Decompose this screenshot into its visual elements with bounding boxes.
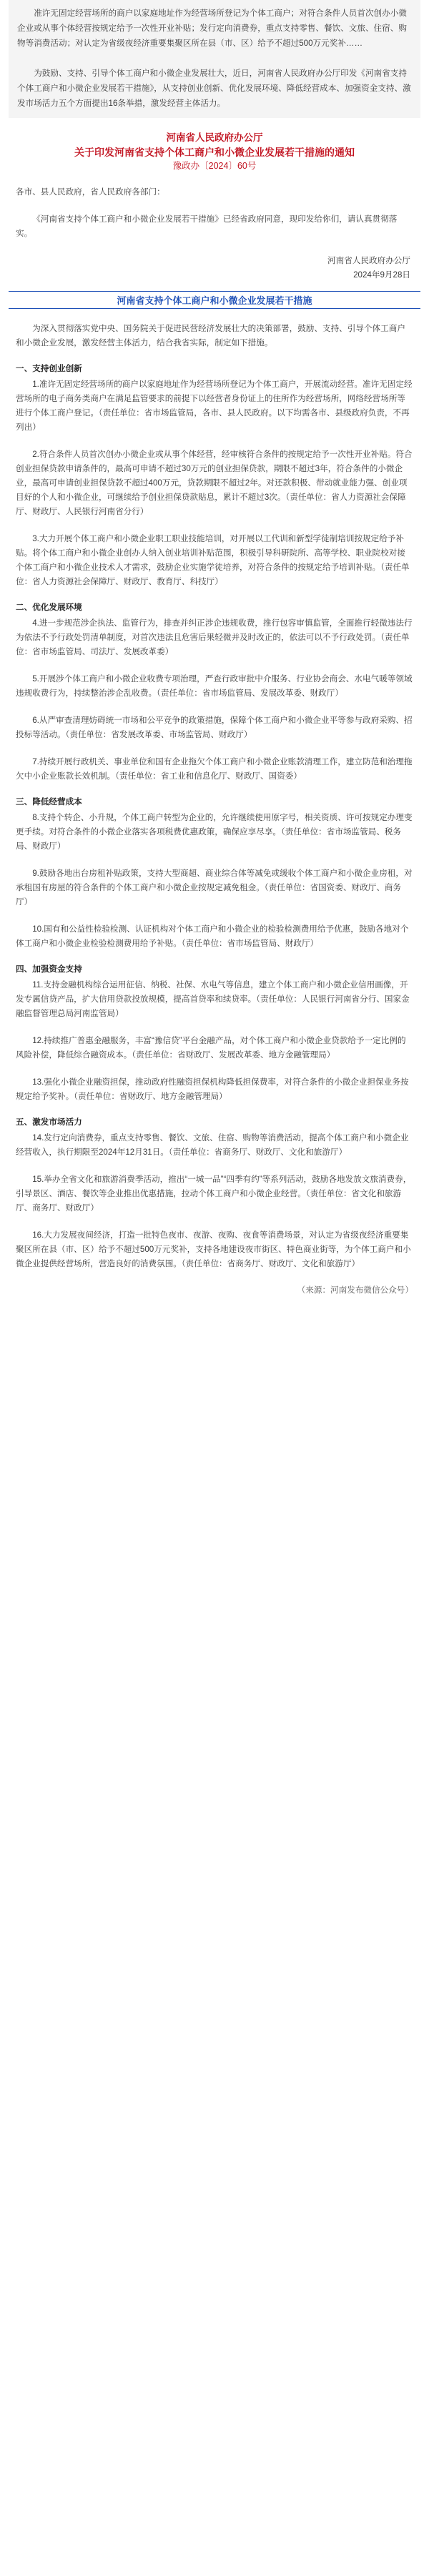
measure-item: 15.举办全省文化和旅游消费季活动，推出“一城一品”“四季有约”等系列活动，鼓励各地发放文旅消费券，引导景区、酒店、餐饮等企业推出优惠措施，拉动个体工商户和小微企业经营。（责任单位：省文化和旅游厅、商务厅、财政厅）	[16, 1175, 412, 1213]
measure-item: 6.从严审查清理妨碍统一市场和公平竞争的政策措施，保障个体工商户和小微企业平等参与政府采购、招投标等活动。（责任单位：省发展改革委、市场监管局、财政厅）	[16, 716, 413, 739]
issuer-title: 河南省人民政府办公厅	[166, 132, 263, 143]
summary-paragraph: 准许无固定经营场所的商户以家庭地址作为经营场所登记为个体工商户；对符合条件人员首次创办小微企业或从事个体经营按规定给予一次性开业补贴；发行定向消费券，重点支持零售、餐饮、文旅、住宿、购物等消费活动；对认定为省级夜经济重要集聚区所在县（市、区）给予不超过500万元奖补……	[17, 9, 407, 48]
document-header	[0, 131, 429, 172]
document-title: 关于印发河南省支持个体工商户和小微企业发展若干措施的通知	[74, 147, 355, 158]
measure-item: 16.大力发展夜间经济，打造一批特色夜市、夜游、夜购、夜食等消费场景，对认定为省级夜经济重要集聚区所在县（市、区）给予不超过500万元奖补，支持各地建设夜市街区、特色商业街等，为个体工商户和小微企业提供经营场所，营造良好的消费氛围。（责任单位：省商务厅、财政厅、文化和旅游厅）	[16, 1230, 411, 1268]
section-title: 一、支持创业创新	[16, 364, 82, 373]
measure-item: 12.持续推广普惠金融服务，丰富“豫信贷”平台金融产品，对个体工商户和小微企业贷款给予一定比例的风险补偿，降低综合融资成本。（责任单位：省财政厅、发展改革委、地方金融管理局）	[16, 1036, 406, 1060]
measure-item: 10.国有和公益性检验检测、认证机构对个体工商户和小微企业的检验检测费用给予优惠，鼓励各地对个体工商户和小微企业检验检测费用给予补贴。（责任单位：省市场监管局、财政厅）	[16, 924, 409, 948]
section-5	[16, 1115, 413, 1271]
measure-item: 2.符合条件人员首次创办小微企业或从事个体经营，经审核符合条件的按规定给予一次性开业补贴。符合创业担保贷款申请条件的，最高可申请不超过30万元的创业担保贷款，期限不超过3年，符合条件的小微企业，最高可申请创业担保贷款不超过400万元，贷款期限不超过2年。对还款积极、带动就业能力强、创业项目好的个人和小微企业，可继续给予创业担保贷款贴息，累计不超过3次。（责任单位：省人力资源社会保障厅、财政厅、人民银行河南省分行）	[16, 450, 413, 516]
signature-date: 2024年9月28日	[353, 270, 410, 280]
summary-paragraph: 为鼓励、支持、引导个体工商户和小微企业发展壮大，近日，河南省人民政府办公厅印发《河南省支持个体工商户和小微企业发展若干措施》，从支持创业创新、优化发展环境、降低经营成本、加强资金支持、激发市场活力五个方面提出16条举措，激发经营主体活力。	[17, 69, 411, 108]
measure-item: 4.进一步规范涉企执法、监管行为，排查并纠正涉企违规收费，推行包容审慎监管，全面推行轻微违法行为依法不予行政处罚清单制度，对首次违法且危害后果轻微并及时改正的，依法可以不予行政处罚。（责任单位：省市场监管局、司法厅、发展改革委）	[16, 618, 413, 656]
section-2	[16, 601, 413, 784]
section-title: 二、优化发展环境	[16, 603, 82, 612]
measure-item: 9.鼓励各地出台房租补贴政策，支持大型商超、商业综合体等减免或缓收个体工商户和小微企业房租，对承租国有房屋的符合条件的个体工商户和小微企业按规定减免租金。（责任单位：省国资委、财政厅、商务厅）	[16, 869, 413, 907]
measure-item: 14.发行定向消费券，重点支持零售、餐饮、文旅、住宿、购物等消费活动，提高个体工商户和小微企业经营收入，执行期限至2024年12月31日。（责任单位：省商务厅、财政厅、文化和旅游厅）	[16, 1133, 409, 1157]
section-1	[16, 362, 413, 589]
document-number: 豫政办〔2024〕60号	[172, 161, 257, 171]
measure-item: 11.支持金融机构综合运用征信、纳税、社保、水电气等信息，建立个体工商户和小微企业信用画像，开发专属信贷产品，扩大信用贷款投放规模，提高首贷率和续贷率。（责任单位：人民银行河南省分行、国家金融监督管理总局河南监管局）	[16, 980, 410, 1018]
attachment-title: 河南省支持个体工商户和小微企业发展若干措施	[9, 291, 420, 309]
section-title: 五、激发市场活力	[16, 1117, 82, 1127]
measure-item: 1.准许无固定经营场所的商户以家庭地址作为经营场所登记为个体工商户，开展流动经营。准许无固定经营场所的电子商务类商户在满足监管要求的前提下以经营者身份证上的住所作为经营场所，网络经营场所等进行个体工商户登记。（责任单位：省市场监管局，各市、县人民政府。以下均需各市、县级政府负责，不再列出）	[16, 380, 413, 432]
measure-item: 13.强化小微企业融资担保，推动政府性融资担保机构降低担保费率，对符合条件的小微企业担保业务按规定给予奖补。（责任单位：省财政厅、地方金融管理局）	[16, 1077, 409, 1101]
measure-item: 7.持续开展行政机关、事业单位和国有企业拖欠个体工商户和小微企业账款清理工作，建立防范和治理拖欠中小企业账款长效机制。（责任单位：省工业和信息化厅、财政厅、国资委）	[16, 757, 413, 781]
notice-body	[0, 185, 429, 282]
addressee: 各市、县人民政府，省人民政府各部门：	[16, 187, 165, 197]
section-3	[16, 795, 413, 951]
measure-item: 5.开展涉个体工商户和小微企业收费专项治理，严查行政审批中介服务、行业协会商会、水电气暖等领域违规收费行为，持续整治涉企乱收费。（责任单位：省市场监管局、发展改革委、财政厅）	[16, 674, 413, 698]
summary-box	[9, 0, 420, 118]
notice-paragraph: 《河南省支持个体工商户和小微企业发展若干措施》已经省政府同意，现印发给你们，请认真贯彻落实。	[16, 214, 398, 238]
section-title: 四、加强资金支持	[16, 964, 82, 974]
attachment-body	[0, 309, 429, 1271]
attachment-intro: 为深入贯彻落实党中央、国务院关于促进民营经济发展壮大的决策部署，鼓励、支持、引导个体工商户和小微企业发展，激发经营主体活力，结合我省实际，制定如下措施。	[16, 324, 405, 347]
section-title: 三、降低经营成本	[16, 797, 82, 806]
source-credit: （来源：河南发布微信公众号）	[297, 1285, 413, 1295]
measure-item: 3.大力开展个体工商户和小微企业职工职业技能培训，对开展以工代训和新型学徒制培训按规定给予补贴。将个体工商户和小微企业创办人纳入创业培训补贴范围，积极引导科研院所、高等学校、职业院校对接个体工商户和小微企业技术人才需求，鼓励企业实施学徒培养，对符合条件的按规定给予培训补贴。（责任单位：省人力资源社会保障厅、财政厅、教育厅、科技厅）	[16, 534, 410, 586]
section-4	[16, 962, 413, 1104]
measure-item: 8.支持个转企、小升规，个体工商户转型为企业的，允许继续使用原字号，相关资质、许可按规定办理变更手续。对符合条件的小微企业落实各项税费优惠政策，确保应享尽享。（责任单位：省市场监管局、税务局、财政厅）	[16, 813, 413, 851]
signature-org: 河南省人民政府办公厅	[327, 256, 410, 265]
